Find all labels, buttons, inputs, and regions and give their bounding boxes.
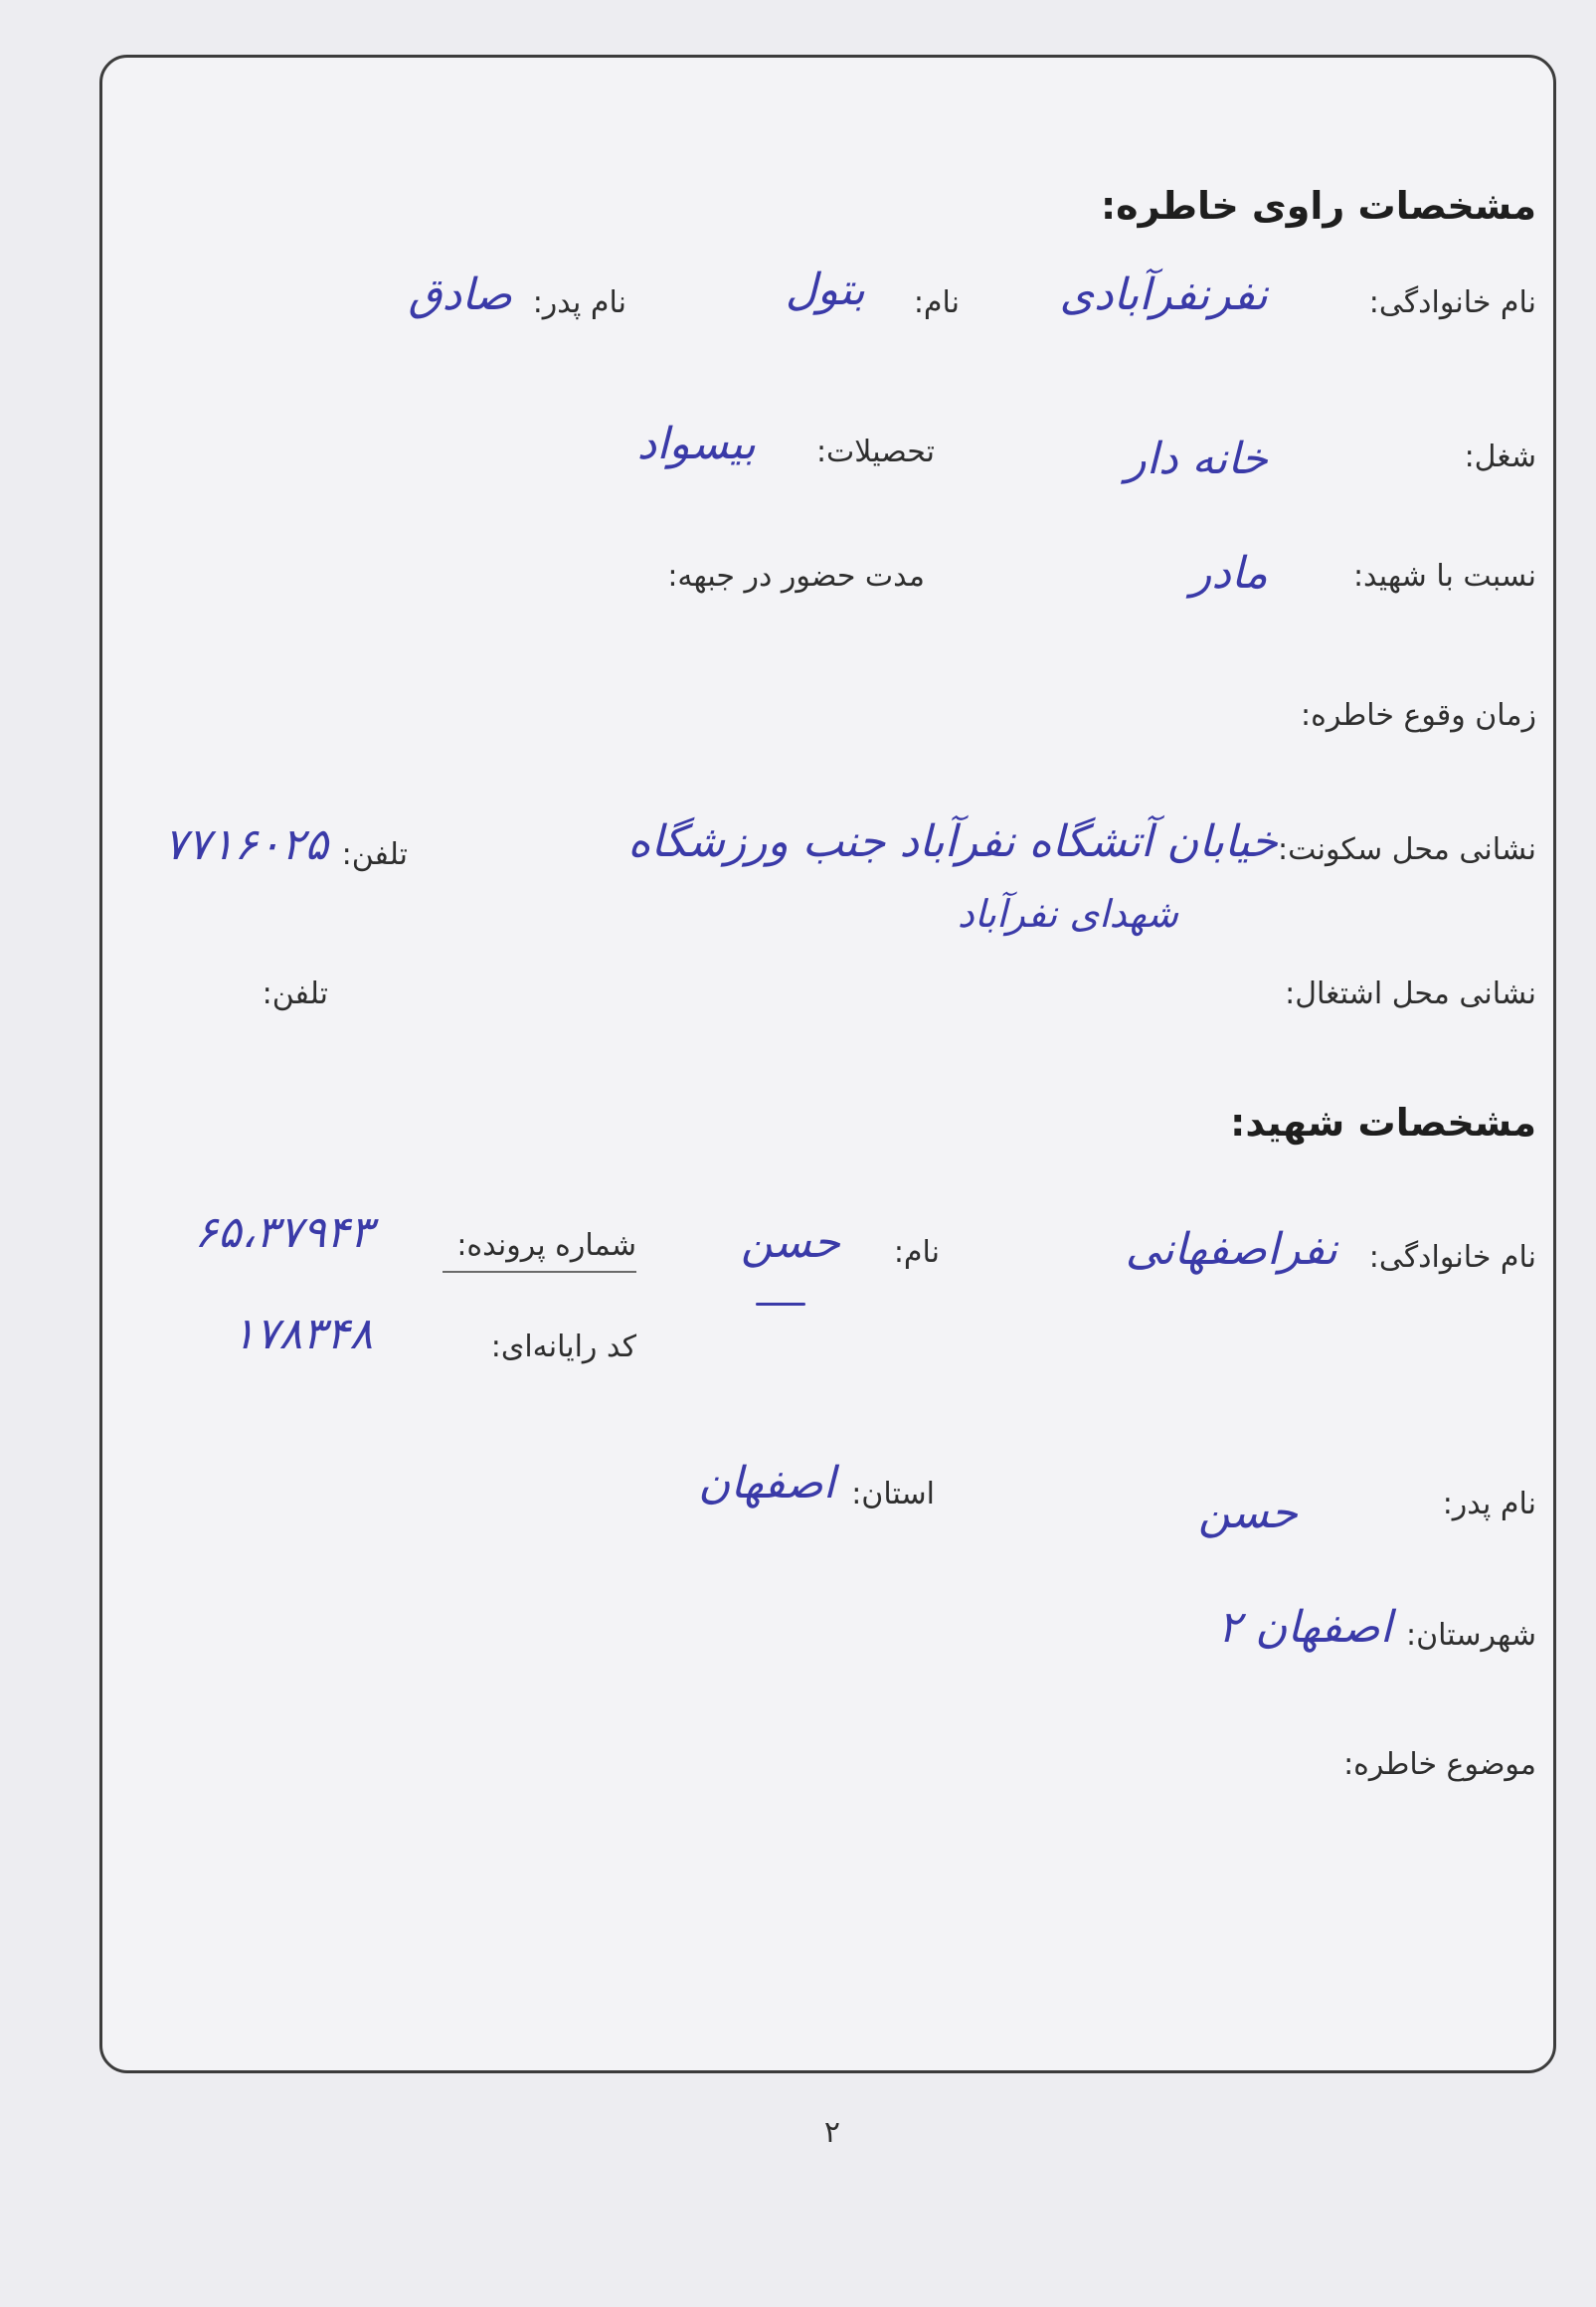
- narrator-phone-value: ۷۷۱۶۰۲۵: [163, 819, 328, 870]
- martyr-name-value: حسن: [741, 1217, 840, 1268]
- narrator-phone-label: تلفن:: [341, 837, 408, 872]
- martyr-father-label: نام پدر:: [1442, 1487, 1536, 1521]
- martyr-code-value: ۱۷۸۳۴۸: [232, 1309, 373, 1359]
- martyr-city-label: شهرستان:: [1406, 1618, 1536, 1653]
- martyr-city-value: اصفهان ۲: [1217, 1602, 1392, 1653]
- narrator-family-label: نام خانوادگی:: [1368, 285, 1536, 320]
- narrator-job-label: شغل:: [1464, 440, 1536, 474]
- narrator-front-label: مدت حضور در جبهه:: [667, 559, 925, 594]
- narrator-relation-value: مادر: [1190, 548, 1268, 599]
- martyr-family-label: نام خانوادگی:: [1368, 1240, 1536, 1275]
- narrator-father-label: نام پدر:: [532, 285, 626, 320]
- martyr-code-label: کد رایانه‌ای:: [490, 1330, 636, 1364]
- narrator-work-label: نشانی محل اشتغال:: [1285, 976, 1536, 1011]
- narrator-job-value: خانه دار: [1125, 434, 1268, 484]
- martyr-province-value: اصفهان: [698, 1458, 835, 1508]
- form-frame: [99, 55, 1556, 2073]
- narrator-relation-label: نسبت با شهید:: [1352, 559, 1536, 594]
- narrator-address-value-2: شهدای نفرآباد: [957, 892, 1178, 936]
- narrator-address-value: خیابان آتشگاه نفرآباد جنب ورزشگاه: [627, 816, 1278, 867]
- narrator-work-phone-label: تلفن:: [262, 976, 328, 1011]
- page-number: ۲: [823, 2115, 840, 2150]
- narrator-name-value: بتول: [785, 265, 865, 315]
- martyr-province-label: استان:: [851, 1477, 935, 1511]
- narrator-name-label: نام:: [913, 285, 960, 320]
- narrator-father-value: صادق: [408, 269, 512, 320]
- narrator-edu-value: بیسواد: [636, 419, 756, 469]
- martyr-topic-label: موضوع خاطره:: [1343, 1747, 1536, 1782]
- martyr-name-underline: [756, 1303, 805, 1306]
- narrator-heading: مشخصات راوی خاطره:: [1100, 184, 1536, 228]
- martyr-file-rule: [443, 1271, 636, 1273]
- narrator-address-label: نشانی محل سکونت:: [1278, 832, 1536, 867]
- martyr-heading: مشخصات شهید:: [1230, 1101, 1536, 1145]
- martyr-father-value: حسن: [1198, 1488, 1298, 1538]
- narrator-family-value: نفرنفرآبادی: [1059, 269, 1268, 320]
- martyr-family-value: نفراصفهانی: [1125, 1224, 1337, 1275]
- narrator-time-label: زمان وقوع خاطره:: [1301, 698, 1536, 733]
- martyr-file-label: شماره پرونده:: [456, 1228, 636, 1263]
- martyr-name-label: نام:: [893, 1235, 940, 1270]
- martyr-file-value: ۶۵،۳۷۹۴۳: [194, 1207, 373, 1258]
- narrator-edu-label: تحصیلات:: [815, 435, 935, 469]
